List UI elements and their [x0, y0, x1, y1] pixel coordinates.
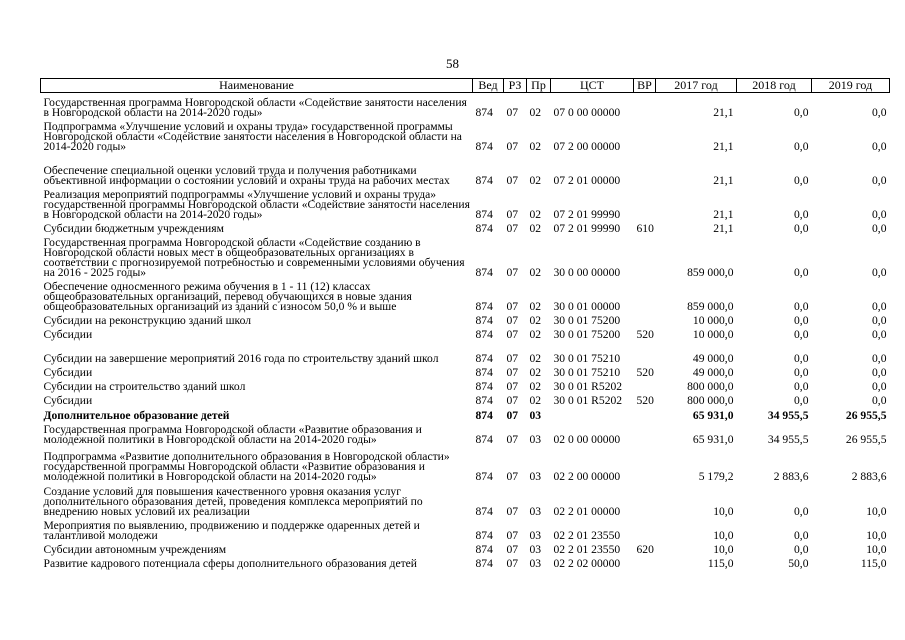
row-ved: 874	[475, 408, 493, 422]
row-cst: 30 0 01 00000	[553, 299, 621, 313]
row-rz: 07	[506, 327, 519, 341]
row-vr	[634, 278, 656, 312]
row-vr	[634, 340, 656, 364]
table-row	[41, 278, 890, 312]
row-rz: 07	[506, 313, 519, 327]
row-amount-2017: 65 931,0	[692, 432, 734, 446]
row-amount-2018: 34 955,5	[767, 432, 809, 446]
row-rz: 07	[506, 207, 519, 221]
row-vr	[634, 234, 656, 278]
row-rz: 07	[506, 365, 519, 379]
row-ved: 874	[475, 265, 493, 279]
row-name: Субсидии на строительство зданий школ	[43, 379, 246, 393]
row-amount-2017: 10,0	[713, 504, 734, 518]
table-row	[41, 364, 890, 378]
row-amount-2019: 0,0	[872, 207, 887, 221]
table-row	[41, 234, 890, 278]
row-pr: 03	[529, 528, 542, 542]
row-vr	[634, 312, 656, 326]
row-vr: 620	[636, 542, 654, 556]
row-ved: 874	[475, 105, 493, 119]
header-pr: Пр	[527, 79, 551, 93]
header-year-2019: 2019 год	[812, 79, 890, 93]
row-amount-2019: 0,0	[872, 265, 887, 279]
row-ved: 874	[475, 327, 493, 341]
row-ved: 874	[475, 207, 493, 221]
row-cst: 02 2 00 00000	[553, 469, 621, 483]
row-cst: 02 0 00 00000	[553, 432, 621, 446]
row-amount-2017: 5 179,2	[698, 469, 734, 483]
table-row	[41, 378, 890, 392]
row-amount-2017: 800 000,0	[687, 379, 734, 393]
row-rz: 07	[506, 408, 519, 422]
row-pr: 02	[529, 313, 542, 327]
row-name: Субсидии	[43, 365, 93, 379]
header-cst: ЦСТ	[551, 79, 634, 93]
table-row	[41, 152, 890, 186]
row-cst: 30 0 01 75200	[553, 327, 621, 341]
header-rz: РЗ	[504, 79, 527, 93]
row-amount-2017: 859 000,0	[687, 265, 734, 279]
row-amount-2017: 800 000,0	[687, 393, 734, 407]
row-amount-2018: 0,0	[794, 528, 809, 542]
row-cst: 07 0 00 00000	[553, 105, 621, 119]
row-rz: 07	[506, 528, 519, 542]
table-row	[41, 220, 890, 234]
row-amount-2019: 0,0	[872, 105, 887, 119]
row-pr: 02	[529, 207, 542, 221]
row-vr	[634, 378, 656, 392]
row-cst: 30 0 01 R5202	[553, 379, 623, 393]
header-year-2017: 2017 год	[656, 79, 737, 93]
row-name: Подпрограмма «Развитие дополнительного образования в Новгородской области» государственной программы Новгородской области «Развитие образования и молодежной политики в Новгородской области на 2014-2020 годы»	[43, 449, 450, 483]
row-rz: 07	[506, 351, 519, 365]
row-amount-2018: 0,0	[794, 299, 809, 313]
row-pr: 03	[529, 542, 542, 556]
row-pr: 02	[529, 393, 542, 407]
row-amount-2019: 10,0	[866, 504, 887, 518]
row-amount-2017: 21,1	[713, 207, 734, 221]
row-name: Реализация мероприятий подпрограммы «Улучшение условий и охраны труда» государственной программы Новгородской области «Содействие занятости населения в Новгородской области на 2014-2020 годы»	[43, 187, 470, 221]
row-rz: 07	[506, 542, 519, 556]
row-cst	[551, 406, 634, 421]
row-amount-2019: 0,0	[872, 313, 887, 327]
row-ved: 874	[475, 432, 493, 446]
row-rz: 07	[506, 504, 519, 518]
row-amount-2018: 34 955,5	[767, 408, 809, 422]
row-ved: 874	[475, 542, 493, 556]
row-ved: 874	[475, 299, 493, 313]
row-vr	[634, 421, 656, 445]
row-amount-2019: 0,0	[872, 327, 887, 341]
row-rz: 07	[506, 469, 519, 483]
row-amount-2017: 10,0	[713, 542, 734, 556]
row-pr: 02	[529, 351, 542, 365]
row-cst: 02 2 01 23550	[553, 528, 621, 542]
row-amount-2019: 10,0	[866, 528, 887, 542]
header-ved: Вед	[473, 79, 504, 93]
row-cst: 02 2 02 00000	[553, 556, 621, 570]
row-vr: 520	[636, 393, 654, 407]
row-amount-2018: 0,0	[794, 393, 809, 407]
row-ved: 874	[475, 556, 493, 570]
row-amount-2017: 49 000,0	[692, 351, 734, 365]
table-row	[41, 340, 890, 364]
row-amount-2018: 0,0	[794, 379, 809, 393]
row-vr	[634, 152, 656, 186]
row-amount-2018: 0,0	[794, 365, 809, 379]
row-pr: 02	[529, 139, 542, 153]
row-vr	[634, 93, 656, 118]
table-row	[41, 93, 890, 118]
table-body	[41, 93, 890, 569]
row-cst: 30 0 01 75200	[553, 313, 621, 327]
row-name: Субсидии	[43, 393, 93, 407]
table-row	[41, 118, 890, 152]
table-row	[41, 445, 890, 482]
row-amount-2019: 0,0	[872, 351, 887, 365]
row-pr: 02	[529, 105, 542, 119]
row-name: Обеспечение специальной оценки условий труда и получения работниками объективной информации о состоянии условий и охраны труда на рабочих местах	[43, 163, 450, 187]
row-rz: 07	[506, 221, 519, 235]
table-row	[41, 312, 890, 326]
table-row	[41, 421, 890, 445]
row-rz: 07	[506, 299, 519, 313]
header-name: Наименование	[41, 79, 473, 93]
row-amount-2017: 21,1	[713, 173, 734, 187]
row-ved: 874	[475, 528, 493, 542]
row-pr: 03	[529, 408, 542, 422]
row-name: Подпрограмма «Улучшение условий и охраны труда» государственной программы Новгородской области «Содействие занятости населения в Новгородской области на 2014-2020 годы»	[43, 119, 462, 153]
row-rz: 07	[506, 265, 519, 279]
row-amount-2018: 0,0	[794, 265, 809, 279]
row-pr: 03	[529, 469, 542, 483]
budget-table	[40, 78, 890, 569]
row-ved: 874	[475, 393, 493, 407]
row-vr	[634, 555, 656, 569]
table-row	[41, 482, 890, 517]
row-cst: 30 0 01 75210	[553, 365, 621, 379]
row-name: Дополнительное образование детей	[43, 408, 230, 422]
row-cst: 07 2 01 99990	[553, 221, 621, 235]
header-vr: ВР	[634, 79, 656, 93]
row-amount-2019: 0,0	[872, 139, 887, 153]
row-amount-2019: 0,0	[872, 365, 887, 379]
row-vr	[634, 118, 656, 152]
row-amount-2019: 0,0	[872, 221, 887, 235]
row-amount-2017: 49 000,0	[692, 365, 734, 379]
row-cst: 30 0 01 R5202	[553, 393, 623, 407]
row-amount-2019: 0,0	[872, 299, 887, 313]
row-ved: 874	[475, 139, 493, 153]
row-rz: 07	[506, 173, 519, 187]
row-vr	[634, 482, 656, 517]
row-name: Государственная программа Новгородской области «Содействие созданию в Новгородской области новых мест в общеобразовательных организациях в соответствии с прогнозируемой потребностью и современными условиями обучения на 2016 - 2025 годы»	[43, 235, 465, 279]
row-amount-2017: 10,0	[713, 528, 734, 542]
row-amount-2018: 0,0	[794, 504, 809, 518]
row-cst: 30 0 01 75210	[553, 351, 621, 365]
row-rz: 07	[506, 432, 519, 446]
row-amount-2017: 10 000,0	[692, 327, 734, 341]
row-amount-2019: 0,0	[872, 173, 887, 187]
table-row	[41, 186, 890, 220]
row-pr: 03	[529, 556, 542, 570]
row-amount-2017: 21,1	[713, 221, 734, 235]
row-name: Субсидии на завершение мероприятий 2016 года по строительству зданий школ	[43, 351, 439, 365]
row-name: Субсидии бюджетным учреждениям	[43, 221, 224, 235]
row-amount-2018: 0,0	[794, 351, 809, 365]
row-name: Обеспечение односменного режима обучения в 1 - 11 (12) классах общеобразовательных организаций, перевод обучающихся в новые здания общеобразовательных организаций из зданий с износом 50,0 % и выше	[43, 279, 412, 313]
row-cst: 07 2 01 99990	[553, 207, 621, 221]
row-amount-2017: 859 000,0	[687, 299, 734, 313]
row-amount-2017: 115,0	[707, 556, 734, 570]
row-amount-2017: 10 000,0	[692, 313, 734, 327]
row-amount-2017: 21,1	[713, 105, 734, 119]
row-ved: 874	[475, 504, 493, 518]
row-amount-2018: 0,0	[794, 542, 809, 556]
row-cst: 02 2 01 00000	[553, 504, 621, 518]
row-pr: 03	[529, 432, 542, 446]
row-pr: 02	[529, 299, 542, 313]
row-vr: 610	[636, 221, 654, 235]
row-vr: 520	[636, 327, 654, 341]
row-amount-2019: 10,0	[866, 542, 887, 556]
row-amount-2018: 0,0	[794, 173, 809, 187]
row-name: Мероприятия по выявлению, продвижению и поддержке одаренных детей и талантливой молодежи	[43, 518, 420, 542]
row-rz: 07	[506, 105, 519, 119]
row-pr: 03	[529, 504, 542, 518]
row-amount-2019: 2 883,6	[851, 469, 887, 483]
row-rz: 07	[506, 379, 519, 393]
row-pr: 02	[529, 327, 542, 341]
row-rz: 07	[506, 139, 519, 153]
row-ved: 874	[475, 173, 493, 187]
row-amount-2017: 65 931,0	[692, 408, 734, 422]
row-pr: 02	[529, 173, 542, 187]
page-number: 58	[446, 56, 459, 71]
row-cst: 07 2 01 00000	[553, 173, 621, 187]
table-row	[41, 541, 890, 555]
row-amount-2019: 115,0	[860, 556, 887, 570]
table-row	[41, 555, 890, 569]
table-header-row	[41, 79, 890, 93]
row-name: Государственная программа Новгородской области «Развитие образования и молодежной политики в Новгородской области на 2014-2020 годы»	[43, 422, 422, 446]
table-row	[41, 517, 890, 541]
row-vr	[634, 445, 656, 482]
row-ved: 874	[475, 469, 493, 483]
row-vr	[634, 186, 656, 220]
header-year-2018: 2018 год	[737, 79, 812, 93]
row-vr	[634, 406, 656, 421]
row-vr	[634, 517, 656, 541]
row-cst: 02 2 01 23550	[553, 542, 621, 556]
row-pr: 02	[529, 221, 542, 235]
row-amount-2019: 26 955,5	[845, 432, 887, 446]
row-amount-2019: 0,0	[872, 393, 887, 407]
row-amount-2018: 0,0	[794, 327, 809, 341]
row-name: Государственная программа Новгородской области «Содействие занятости населения в Новгородской области на 2014-2020 годы»	[43, 95, 467, 119]
table-row	[41, 406, 890, 421]
row-amount-2018: 0,0	[794, 139, 809, 153]
row-pr: 02	[529, 365, 542, 379]
row-amount-2018: 0,0	[794, 207, 809, 221]
row-amount-2018: 50,0	[788, 556, 809, 570]
row-amount-2018: 2 883,6	[773, 469, 809, 483]
row-name: Создание условий для повышения качественного уровня оказания услуг дополнительного образования детей, проведения комплекса мероприятий по внедрению новых условий их реализации	[43, 484, 423, 518]
row-amount-2019: 26 955,5	[845, 408, 887, 422]
row-amount-2017: 21,1	[713, 139, 734, 153]
row-name: Субсидии автономным учреждениям	[43, 542, 227, 556]
table-row	[41, 392, 890, 406]
row-cst: 30 0 00 00000	[553, 265, 621, 279]
row-pr: 02	[529, 379, 542, 393]
row-amount-2018: 0,0	[794, 221, 809, 235]
row-name: Субсидии	[43, 327, 93, 341]
row-rz: 07	[506, 393, 519, 407]
row-vr: 520	[636, 365, 654, 379]
row-name: Субсидии на реконструкцию зданий школ	[43, 313, 252, 327]
row-amount-2019: 0,0	[872, 379, 887, 393]
row-ved: 874	[475, 379, 493, 393]
row-amount-2018: 0,0	[794, 105, 809, 119]
row-cst: 07 2 00 00000	[553, 139, 621, 153]
row-ved: 874	[475, 313, 493, 327]
table-row	[41, 326, 890, 340]
row-rz: 07	[506, 556, 519, 570]
row-ved: 874	[475, 221, 493, 235]
row-name: Развитие кадрового потенциала сферы дополнительного образования детей	[43, 556, 418, 570]
row-ved: 874	[475, 351, 493, 365]
row-amount-2018: 0,0	[794, 313, 809, 327]
row-ved: 874	[475, 365, 493, 379]
row-pr: 02	[529, 265, 542, 279]
